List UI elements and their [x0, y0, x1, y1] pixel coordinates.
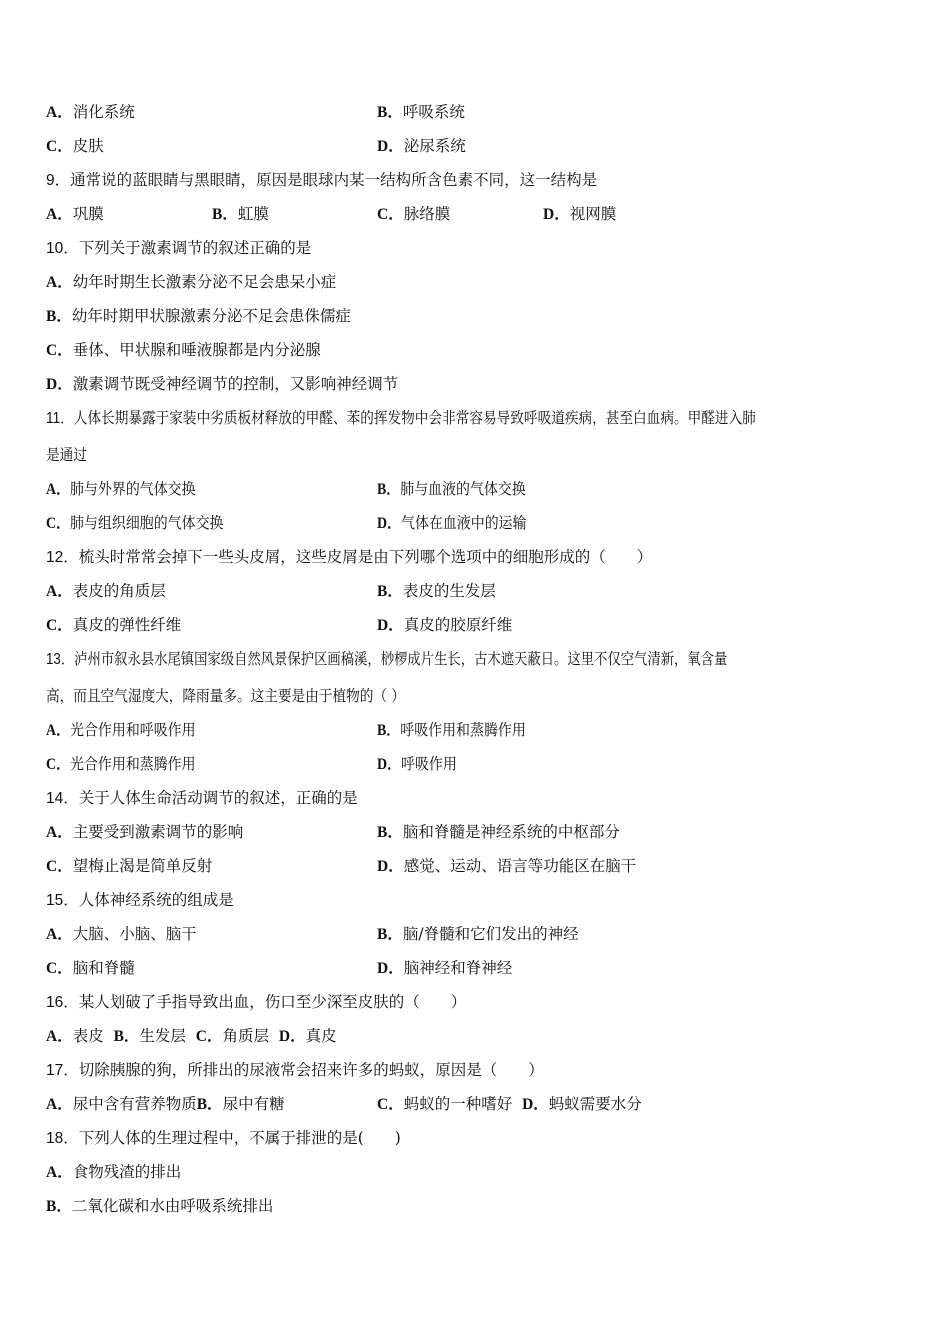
question-text: 梳头时常常会掉下一些头皮屑，这些皮屑是由下列哪个选项中的细胞形成的（ ） — [78, 548, 653, 566]
option-letter: A． — [46, 583, 73, 600]
q11-stem — [46, 408, 853, 429]
option-text: 表皮的生发层 — [402, 582, 496, 600]
question-number: 11． — [46, 410, 74, 427]
option-letter: B． — [377, 926, 403, 943]
q17-option-b — [197, 1095, 285, 1113]
option-letter: B． — [377, 583, 403, 600]
q10-option-d — [46, 374, 398, 395]
option-text: 脑和脊髓是神经系统的中枢部分 — [402, 823, 620, 841]
option-letter: D． — [377, 515, 402, 532]
q15-option-d — [377, 958, 512, 979]
option-letter: B． — [377, 104, 403, 121]
option-text: 感觉、运动、语言等功能区在脑干 — [403, 857, 637, 875]
option-text: 主要受到激素调节的影响 — [72, 823, 244, 841]
option-letter: B． — [212, 206, 238, 223]
q8-option-d — [377, 136, 466, 157]
option-letter: C． — [46, 617, 73, 634]
q13-option-a — [46, 720, 212, 741]
q8-option-c — [46, 136, 104, 157]
option-text: 光合作用和蒸腾作用 — [70, 755, 196, 773]
q16-options — [46, 1026, 337, 1047]
option-letter: A． — [46, 926, 73, 943]
option-letter: C． — [46, 960, 73, 977]
q17-option-a — [46, 1095, 197, 1113]
q17-option-c — [377, 1095, 512, 1113]
question-text: 下列人体的生理过程中，不属于排泄的是( ) — [78, 1129, 401, 1147]
option-letter: B． — [377, 722, 401, 739]
q9-option-b — [212, 204, 269, 225]
q13-option-d — [377, 754, 466, 775]
option-text: 蚂蚁的一种嗜好 — [403, 1095, 513, 1113]
q14-option-c — [46, 856, 212, 877]
question-text: 人体神经系统的组成是 — [78, 891, 234, 909]
q14-option-b — [377, 822, 620, 843]
option-text: 尿中含有营养物质 — [72, 1095, 197, 1113]
option-text: 尿中有糖 — [222, 1095, 285, 1113]
question-text: 切除胰腺的狗，所排出的尿液常会招来许多的蚂蚁，原因是（ ） — [78, 1061, 544, 1079]
option-letter: C． — [46, 342, 73, 359]
option-text: 泌尿系统 — [403, 137, 466, 155]
option-text: 表皮的角质层 — [72, 582, 166, 600]
option-letter: D． — [377, 617, 404, 634]
option-letter: C． — [46, 756, 71, 773]
q14-option-d — [377, 856, 636, 877]
q9-option-c — [377, 204, 450, 225]
option-letter: A． — [46, 206, 73, 223]
option-letter: C． — [46, 138, 73, 155]
question-text: 人体长期暴露于家装中劣质板材释放的甲醛、苯的挥发物中会非常容易导致呼吸道疾病，甚至白血病。甲醛进入肺 — [73, 409, 756, 427]
question-text: 高，而且空气湿度大，降雨量多。这主要是由于植物的（ ） — [46, 687, 405, 705]
option-text: 脑神经和脊神经 — [403, 959, 513, 977]
option-text: 气体在血液中的运输 — [401, 514, 527, 532]
option-text: 呼吸作用 — [401, 755, 457, 773]
q9-option-d — [543, 204, 616, 225]
q16-option-b — [114, 1027, 186, 1045]
option-text: 大脑、小脑、脑干 — [72, 925, 197, 943]
question-number: 10． — [46, 240, 79, 257]
q10-stem — [46, 238, 311, 259]
q15-option-c — [46, 958, 135, 979]
option-text: 呼吸系统 — [402, 103, 465, 121]
option-text: 表皮 — [72, 1027, 104, 1045]
option-letter: B． — [377, 824, 403, 841]
q17-option-cd — [377, 1094, 642, 1115]
option-text: 蚂蚁需要水分 — [548, 1095, 642, 1113]
q8-option-a — [46, 102, 135, 123]
option-letter: B． — [196, 1096, 223, 1113]
q12-option-a — [46, 581, 166, 602]
option-letter: A． — [46, 824, 73, 841]
q16-stem — [46, 992, 466, 1013]
q9-stem — [46, 170, 597, 191]
option-letter: D． — [377, 756, 402, 773]
question-number: 12． — [46, 549, 79, 566]
q12-option-c — [46, 615, 181, 636]
q15-stem — [46, 890, 234, 911]
q11-option-b — [377, 479, 542, 500]
q17-option-ab — [46, 1094, 285, 1115]
q10-option-b — [46, 306, 351, 327]
q11-option-a — [46, 479, 212, 500]
q10-option-a — [46, 272, 336, 293]
option-text: 光合作用和呼吸作用 — [70, 721, 196, 739]
q17-stem — [46, 1060, 544, 1081]
q14-stem — [46, 788, 358, 809]
question-number: 15． — [46, 892, 79, 909]
option-letter: C． — [46, 858, 73, 875]
option-text: 生发层 — [139, 1027, 186, 1045]
q10-option-c — [46, 340, 321, 361]
q13-stem-continued — [46, 686, 454, 706]
option-letter: C． — [377, 206, 404, 223]
q9-option-a — [46, 204, 104, 225]
option-text: 巩膜 — [72, 205, 104, 223]
option-letter: A． — [46, 481, 71, 498]
option-letter: A． — [46, 1164, 73, 1181]
q11-option-c — [46, 513, 243, 534]
option-letter: B． — [113, 1028, 140, 1045]
option-text: 幼年时期生长激素分泌不足会患呆小症 — [72, 273, 337, 291]
q12-option-b — [377, 581, 496, 602]
q16-option-a — [46, 1027, 104, 1045]
option-text: 皮肤 — [72, 137, 104, 155]
option-text: 望梅止渴是简单反射 — [72, 857, 213, 875]
q11-stem-continued — [46, 445, 93, 465]
question-text: 关于人体生命活动调节的叙述，正确的是 — [78, 789, 358, 807]
question-number: 13． — [46, 651, 75, 668]
question-number: 14． — [46, 790, 79, 807]
option-text: 脉络膜 — [403, 205, 451, 223]
q16-option-d — [279, 1027, 337, 1045]
option-text: 幼年时期甲状腺激素分泌不足会患侏儒症 — [71, 307, 351, 325]
option-text: 二氧化碳和水由呼吸系统排出 — [71, 1197, 274, 1215]
question-text: 下列关于激素调节的叙述正确的是 — [78, 239, 312, 257]
option-text: 激素调节既受神经调节的控制，又影响神经调节 — [72, 375, 399, 393]
option-text: 肺与外界的气体交换 — [70, 480, 196, 498]
question-text: 是通过 — [46, 446, 87, 464]
q12-stem — [46, 547, 652, 568]
q17-option-d — [522, 1095, 642, 1113]
question-number: 17． — [46, 1062, 79, 1079]
option-text: 脑/脊髓和它们发出的神经 — [402, 925, 579, 943]
option-letter: D． — [377, 960, 404, 977]
option-letter: D． — [46, 376, 73, 393]
option-letter: C． — [46, 515, 71, 532]
option-letter: C． — [377, 1096, 404, 1113]
question-number: 16． — [46, 994, 79, 1011]
option-letter: A． — [46, 1096, 73, 1113]
option-text: 消化系统 — [72, 103, 135, 121]
option-letter: D． — [543, 206, 570, 223]
q12-option-d — [377, 615, 512, 636]
q18-option-a — [46, 1162, 181, 1183]
q13-stem — [46, 649, 838, 670]
q18-option-b — [46, 1196, 273, 1217]
option-letter: B． — [46, 1198, 72, 1215]
question-text: 通常说的蓝眼睛与黑眼睛，原因是眼球内某一结构所含色素不同，这一结构是 — [70, 171, 598, 189]
option-text: 视网膜 — [569, 205, 617, 223]
question-text: 某人划破了手指导致出血，伤口至少深至皮肤的（ ） — [78, 993, 467, 1011]
option-text: 真皮的弹性纤维 — [72, 616, 182, 634]
option-letter: D． — [377, 858, 404, 875]
q13-option-c — [46, 754, 212, 775]
option-letter: A． — [46, 1028, 73, 1045]
question-number: 18． — [46, 1130, 79, 1147]
option-text: 真皮的胶原纤维 — [403, 616, 513, 634]
q8-option-b — [377, 102, 465, 123]
option-text: 真皮 — [305, 1027, 337, 1045]
option-letter: A． — [46, 104, 73, 121]
option-text: 角质层 — [222, 1027, 270, 1045]
question-text: 泸州市叙永县水尾镇国家级自然风景保护区画稿溪，桫椤成片生长，古木遮天蔽日。这里不仅空气清新，氧含量 — [74, 650, 728, 668]
q15-option-b — [377, 924, 579, 945]
q18-stem — [46, 1128, 401, 1149]
option-text: 脑和脊髓 — [72, 959, 135, 977]
option-letter: B． — [46, 308, 72, 325]
option-text: 垂体、甲状腺和唾液腺都是内分泌腺 — [72, 341, 321, 359]
option-letter: A． — [46, 274, 73, 291]
option-text: 虹膜 — [237, 205, 269, 223]
option-letter: C． — [195, 1028, 223, 1045]
q14-option-a — [46, 822, 243, 843]
option-letter: D． — [377, 138, 404, 155]
option-letter: D． — [522, 1096, 549, 1113]
option-text: 肺与组织细胞的气体交换 — [70, 514, 224, 532]
q15-option-a — [46, 924, 197, 945]
q13-option-b — [377, 720, 542, 741]
option-text: 呼吸作用和蒸腾作用 — [400, 721, 526, 739]
option-text: 肺与血液的气体交换 — [400, 480, 526, 498]
option-letter: B． — [377, 481, 401, 498]
q16-option-c — [196, 1027, 269, 1045]
option-letter: D． — [278, 1028, 306, 1045]
option-text: 食物残渣的排出 — [72, 1163, 182, 1181]
q11-option-d — [377, 513, 543, 534]
question-number: 9． — [46, 172, 71, 189]
option-letter: A． — [46, 722, 71, 739]
